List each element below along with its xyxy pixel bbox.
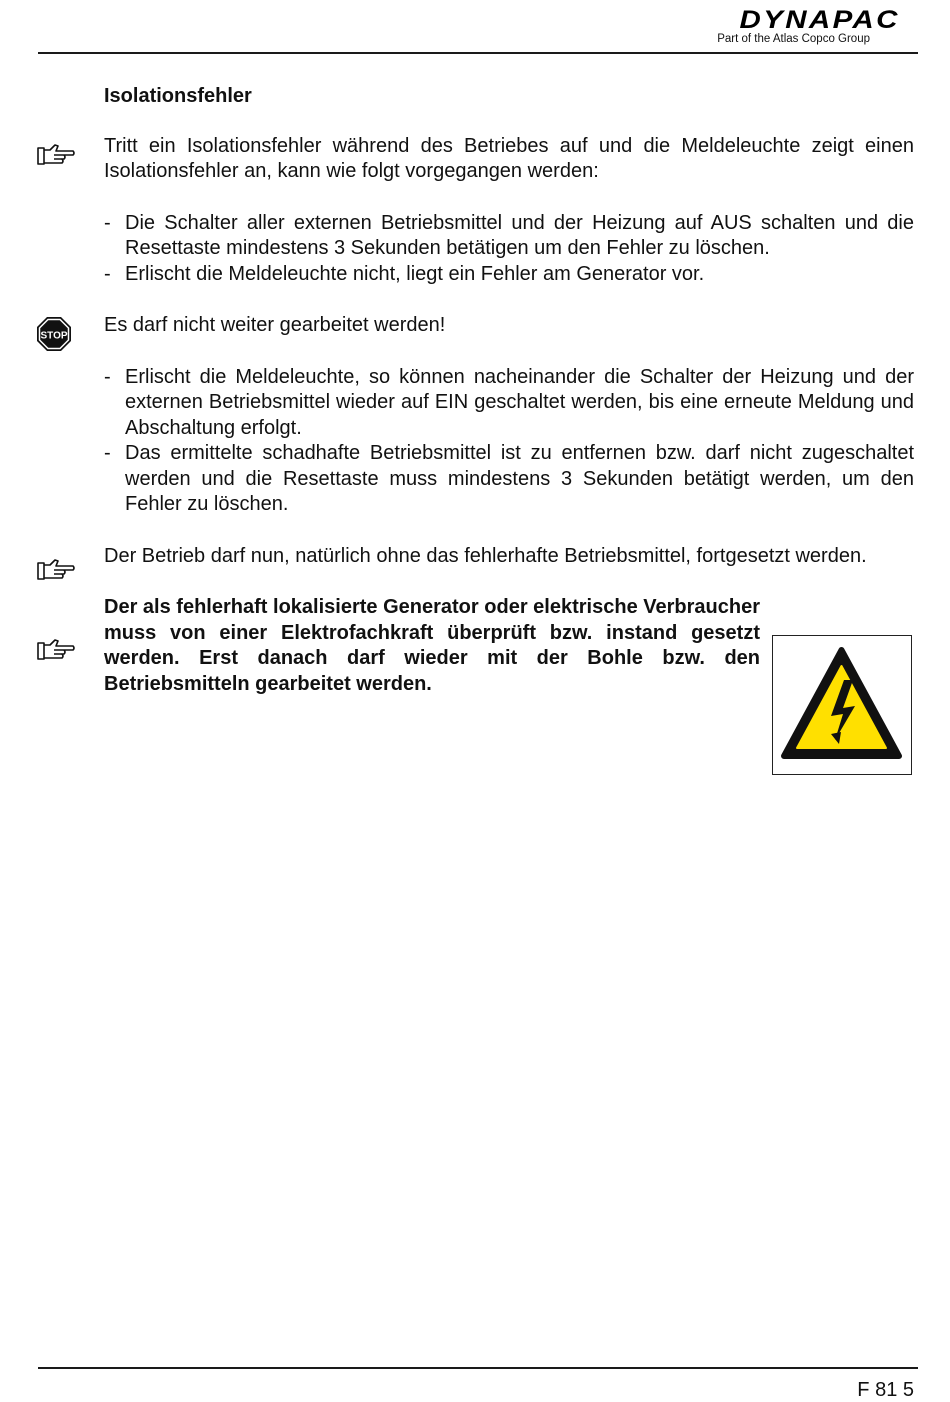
steps-list-1 (104, 211, 914, 288)
warning-sign-box (772, 635, 912, 775)
note-paragraph: Der Betrieb darf nun, natürlich ohne das fehlerhafte Betriebsmittel, fortgesetzt werden. (104, 544, 867, 567)
electrical-hazard-warning-icon (773, 636, 910, 773)
header-rule (38, 52, 918, 54)
section-heading: Isolationsfehler (104, 85, 252, 107)
footer-rule (38, 1367, 918, 1369)
intro-paragraph: Tritt ein Isolationsfehler während des Betriebes auf und die Meldeleuchte zeigt einen Isolationsfehler an, kann wie folgt vorgegangen werden: (104, 134, 914, 182)
pointing-hand-icon (36, 557, 76, 581)
stop-sign-icon (36, 316, 72, 352)
page-number: F 81 5 (857, 1379, 914, 1401)
pointing-hand-icon (36, 142, 76, 166)
document-body (104, 84, 914, 697)
list-item: - Die Schalter aller externen Betriebsmittel und der Heizung auf AUS schalten und die Resettaste mindestens 3 Sekunden betätigen um den Fehler zu löschen. (104, 211, 914, 259)
pointing-hand-icon (36, 637, 76, 661)
list-item: - Erlischt die Meldeleuchte nicht, liegt ein Fehler am Generator vor. (104, 262, 705, 285)
stop-label: STOP (40, 330, 68, 342)
brand-tagline: Part of the Atlas Copco Group (717, 33, 870, 45)
list-item: - Erlischt die Meldeleuchte, so können nacheinander die Schalter der Heizung und der externen Betriebsmittel wieder auf EIN geschaltet werden, bis eine erneute Meldung und Abschaltung erfolgt. (104, 365, 914, 439)
steps-list-2 (104, 365, 914, 518)
stop-warning-text: Es darf nicht weiter gearbeitet werden! (104, 314, 446, 336)
dynapac-logo (686, 6, 902, 46)
brand-name: DYNAPAC (739, 6, 900, 34)
list-item: - Das ermittelte schadhafte Betriebsmittel ist zu entfernen bzw. darf nicht zugeschaltet werden und die Resettaste muss mindestens 3 Sekunden betätigt werden, um den Fehler zu löschen. (104, 442, 914, 515)
bold-warning-paragraph: Der als fehlerhaft lokalisierte Generator oder elektrische Verbraucher muss von einer Elektrofachkraft überprüft bzw. instand gesetzt werden. Erst danach darf wieder mit der Bohle bzw. den Betriebsmitteln gearbeitet werden. (104, 596, 760, 695)
